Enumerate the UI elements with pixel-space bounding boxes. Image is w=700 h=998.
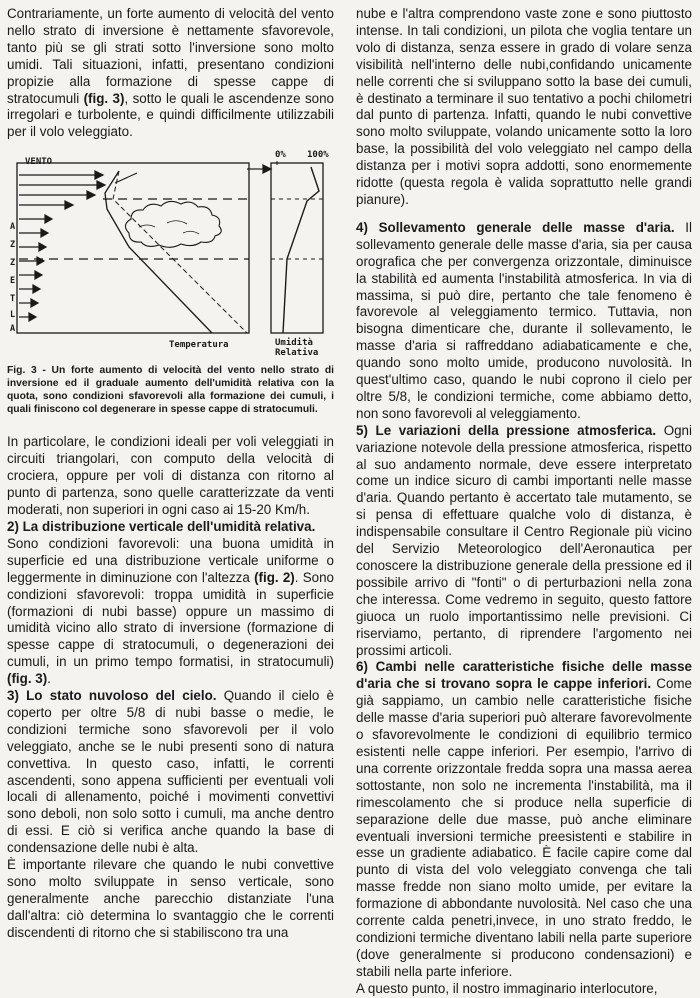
section-4-text: Il sollevamento generale delle masse d'aria, sia per causa orografica che per convergenza orizzontale, diminuisce la stabilità ed aumenta l'instabilità atmosferica. In via di massima, si può dire, pertanto che tale fenomeno è favorevole al veleggiamento termico. Tuttavia, non bisogna dimenticare che, durante il sollevamento, le masse d'aria si raffreddano adiabaticamente e che, quando sono molto umide, producono nuvolosità. In quest'ultimo caso, quando le nubi coprono il cielo per oltre 5/8, le condizioni termiche, come abbiamo detto, non sono favorevoli al veleggiamento. — [356, 219, 692, 421]
intro-text: Contrariamente, un forte aumento di velocità del vento nello strato di inversione è nettamente sfavorevole, tanto più se gli strati sotto l'inversione sono molto umidi. Tali situazioni, infatti, presentano condizioni propizie alla formazione di spesse cappe di stratocumuli — [7, 6, 334, 106]
label-vento: VENTO — [25, 157, 53, 168]
axis-letter: Z — [10, 240, 16, 251]
section-4-heading: 4) Sollevamento generale delle masse d'aria. — [356, 219, 675, 235]
axis-letter: A — [10, 222, 16, 233]
paragraph-particolare: In particolare, le condizioni ideali per voli veleggiati in circuiti triangolari, con computo della velocità di crociera, oppure per voli di distanza con ritorno al punto di partenza, sono quelle caratterizzate da venti moderati, non superiori in ogni caso ai 15-20 Km/h. — [7, 434, 334, 518]
left-column — [7, 6, 334, 942]
axis-letter: L — [10, 310, 16, 321]
fig3-reference: (fig. 3) — [83, 90, 125, 106]
section-2-text-c: . — [47, 671, 51, 687]
continuation-paragraph: nube e l'altra comprendono vaste zone e sono piuttosto intense. In tali condizioni, un pilota che voglia tentare un volo di distanza, senza essere in grado di volare senza visibilità nell'interno delle nubi,confidando unicamente nelle correnti che si sviluppano sotto la base dei cumuli, è destinato a terminare il suo tentativo a pochi chilometri dal punto di partenza. Infatti, quando le nubi convettive sono molto sviluppate, volando unicamente sotto la loro base, la possibilità del volo veleggiato nel campo della distanza per i motivi sopra addotti, sono enormemente ridotte (questa regola è valida soprattutto nelle grandi pianure). — [356, 6, 692, 207]
section-6 — [356, 659, 692, 980]
section-6-text: Come già sappiamo, un cambio nelle caratteristiche fisiche delle masse d'aria superiori può alterare favorevolmente o sfavorevolmente le condizioni di equilibrio termico esistenti nelle cappe inferiori. Per esempio, l'arrivo di una corrente orizzontale fredda sopra una massa aerea sottostante, non solo ne incrementa l'instabilità, ma il rimescolamento che si produce nella superficie di separazione delle due masse, può anche eliminare eventuali inversioni termiche preesistenti e stabilire in esse un gradiente adiabatico. È facile capire come dal punto di vista del volo veleggiato convenga che tali masse fredde non siano molto umide, per evitare la formazione di abbondante nuvolosità. Nel caso che una corrente calda penetri,invece, in uno strato freddo, le condizioni termiche diventano labili nella parte superiore (dove generalmente si producono condensazioni) e stabili nella parte inferiore. — [356, 676, 692, 979]
fig2-reference: (fig. 2) — [254, 569, 295, 585]
label-temperatura: Temperatura — [169, 340, 229, 351]
fig3-reference-b: (fig. 3) — [7, 671, 48, 687]
axis-letter: A — [10, 324, 16, 335]
cloud-shape — [125, 202, 221, 248]
axis-letter: Z — [10, 258, 16, 269]
intro-paragraph — [7, 6, 334, 141]
section-5-text: Ogni variazione notevole della pressione atmosferica, rispetto al suo andamento normale, deve essere interpretato come un indice sicuro di cambi importanti nelle masse d'aria. Quando pertanto è accertato tale mutamento, se si pensa di effettuare qualche volo di distanza, è indispensabile consultare il Centro Regionale più vicino del Servizio Meteorologico dell'Aeronautica per conoscere la distribuzione generale della pressione ed il possibile arrivo di "fonti" o di perturbazioni nella zona che interessa. Come vedremo in seguito, questo fattore giuoca un ruolo importantissimo nelle previsioni. Ci riserviamo, pertanto, di riprendere l'argomento nei prossimi articoli. — [356, 422, 692, 658]
figure-3 — [7, 147, 334, 359]
section-2-text: Sono condizioni favorevoli: una buona umidità in superficie ed una distribuzione verticale uniforme o leggermente in diminuzione con l'altezza — [7, 535, 334, 585]
label-relativa: Relativa — [275, 348, 319, 359]
wind-arrows — [19, 171, 105, 321]
section-3-heading: 3) Lo stato nuvoloso del cielo. — [7, 688, 217, 704]
wind-humidity-diagram — [7, 147, 334, 359]
section-2-text-b: . Sono condizioni sfavorevoli: troppa umidità in superficie (formazioni di nubi basse) oppure un massimo di umidità vicino allo strato di inversione (formazione di spesse cappe di stratocumuli, o degenerazioni dei cumuli, in un primo tempo formatisi, in stratocumuli) — [7, 569, 334, 670]
section-3-paragraph-b: È importante rilevare che quando le nubi convettive sono molto sviluppate in senso verticale, sono generalmente anche parecchio distanziate l'una dall'altra: ciò determina lo svantaggio che le correnti discendenti di ritorno che si stabiliscono tra una — [7, 857, 334, 940]
right-column — [356, 6, 692, 998]
label-umidita: Umidità — [275, 338, 313, 349]
section-2-heading: 2) La distribuzione verticale dell'umidità relativa. — [7, 518, 316, 534]
humidity-curve — [283, 167, 319, 333]
intro-text-end: , sotto le quali le ascendenze sono irregolari e turbolente, e quindi difficilmente utilizzabili per il volo veleggiato. — [7, 90, 335, 140]
section-6-tail: A questo punto, il nostro immaginario interlocutore, — [356, 980, 658, 996]
label-100-percent: 100% — [307, 150, 329, 161]
section-3 — [7, 688, 334, 857]
temperature-curve — [105, 171, 212, 333]
section-4 — [356, 220, 692, 423]
label-0-percent: 0% — [275, 150, 286, 161]
section-5 — [356, 423, 692, 660]
section-5-heading: 5) Le variazioni della pressione atmosferica. — [356, 422, 657, 438]
axis-letter: T — [10, 294, 16, 305]
section-6-heading: 6) Cambi nelle caratteristiche fisiche delle masse d'aria che si trovano sopra le cappe inferiori. — [356, 659, 692, 692]
figure-caption: Fig. 3 - Un forte aumento di velocità del vento nello strato di inversione ed il graduale aumento dell'umidità relativa con la quota, sono condizioni sfavorevoli alla formazione dei cumuli, i quali finiscono col degenerare in spesse cappe di stratocumuli. — [7, 365, 334, 415]
section-3-text: Quando il cielo è coperto per oltre 5/8 di nubi basse o medie, le condizioni termiche sono sfavorevoli per il volo veleggiato, anche se le nubi presenti sono di natura convettiva. In questo caso, infatti, le correnti ascendenti, sono appena sufficienti per eventuali voli locali di allenamento, poiché i movimenti convettivi sono deboli, non solo sotto i cumuli, ma anche dentro di essi. E ciò si verifica anche quando la base di condensazione delle nubi è alta. — [7, 688, 334, 856]
section-2 — [7, 519, 334, 688]
axis-letter: E — [10, 276, 16, 287]
